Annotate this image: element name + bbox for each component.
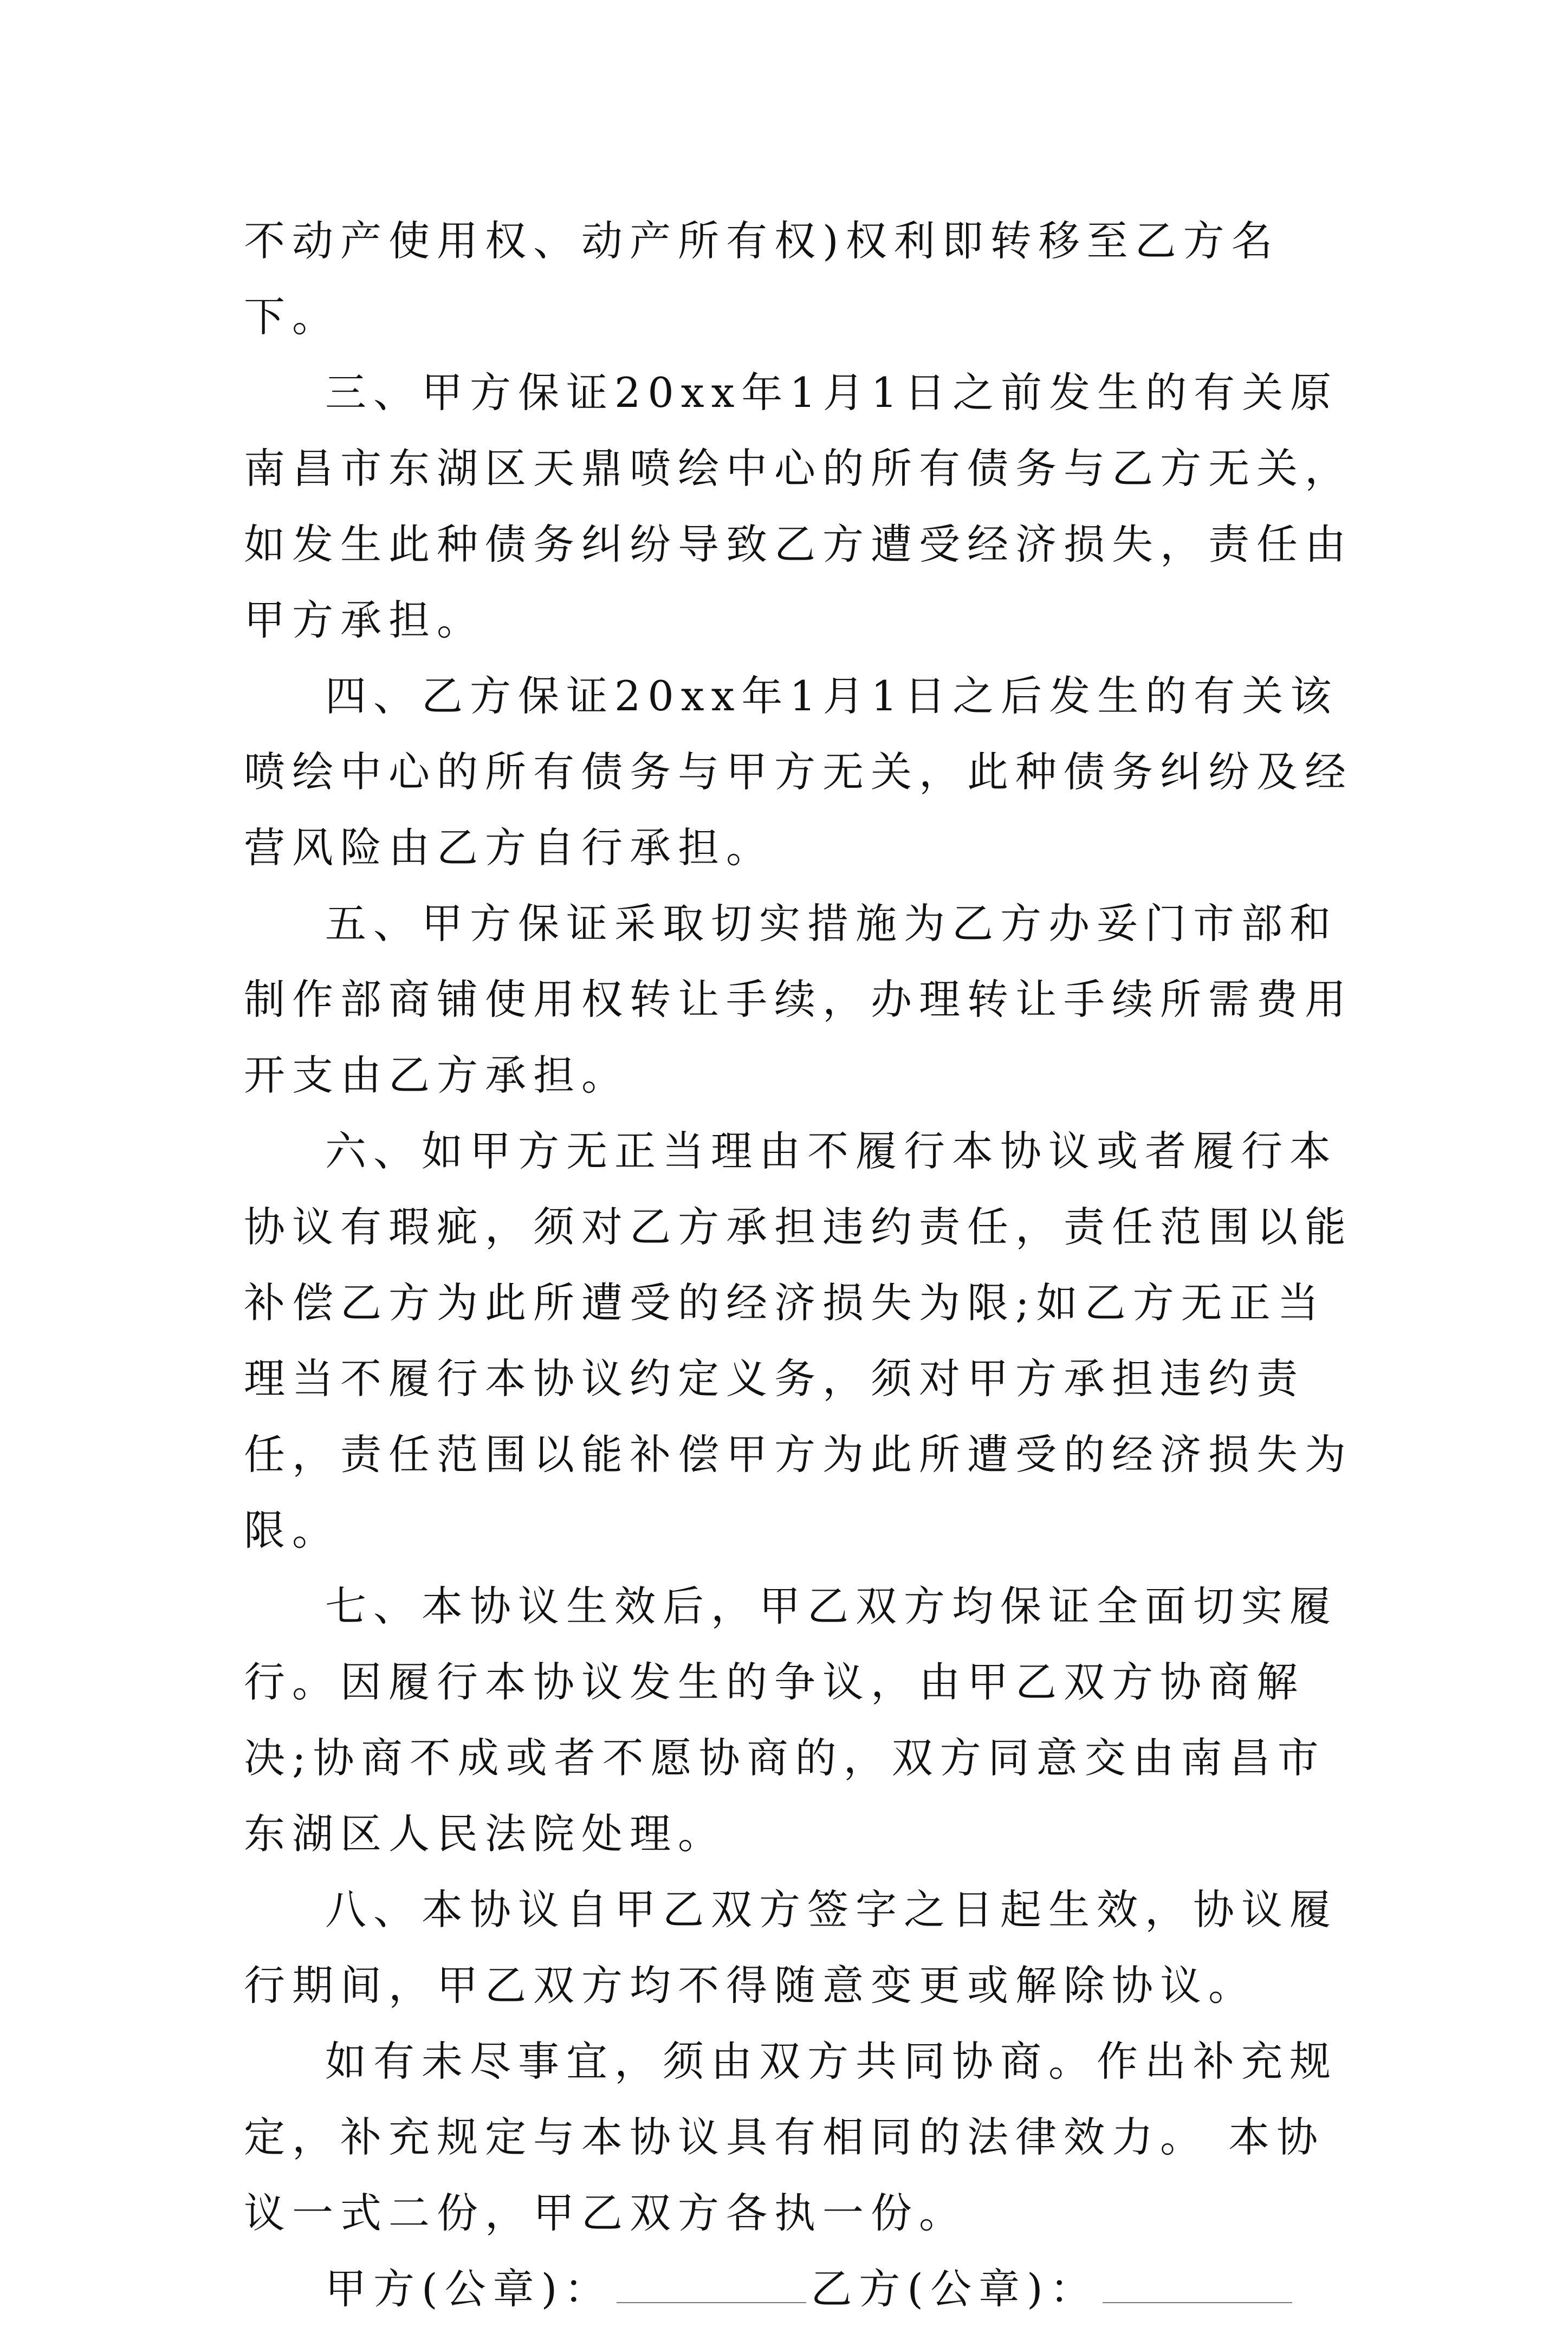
party-a-signature-blank	[617, 2300, 806, 2303]
document-page	[244, 203, 1355, 2327]
paragraph-clause-8: 八、本协议自甲乙双方签字之日起生效，协议履行期间，甲乙双方均不得随意变更或解除协议。	[244, 1885, 1338, 2010]
paragraph-clause-4: 四、乙方保证20xx年1月1日之后发生的有关该喷绘中心的所有债务与甲方无关，此种债务纠纷及经营风险由乙方自行承担。	[244, 672, 1353, 872]
paragraph-clause-5: 五、甲方保证采取切实措施为乙方办妥门市部和制作部商铺使用权转让手续，办理转让手续所需费用开支由乙方承担。	[244, 899, 1353, 1099]
party-b-signature-blank	[1103, 2300, 1292, 2303]
paragraph-clause-6: 六、如甲方无正当理由不履行本协议或者履行本协议有瑕疵，须对乙方承担违约责任，责任范围以能补偿乙方为此所遭受的经济损失为限;如乙方无正当理当不履行本协议约定义务，须对甲方承担违约责任，责任范围以能补偿甲方为此所遭受的经济损失为限。	[244, 1127, 1353, 1554]
paragraph-supplement: 如有未尽事宜，须由双方共同协商。作出补充规定，补充规定与本协议具有相同的法律效力。 本协议一式二份，甲乙双方各执一份。	[244, 2037, 1338, 2237]
signature-line	[244, 2251, 1355, 2327]
party-a-label: 甲方(公章)：	[325, 2265, 613, 2313]
paragraph-clause-7: 七、本协议生效后，甲乙双方均保证全面切实履行。因履行本协议发生的争议，由甲乙双方协商解决;协商不成或者不愿协商的，双方同意交由南昌市东湖区人民法院处理。	[244, 1582, 1338, 1858]
paragraph-clause-3: 三、甲方保证20xx年1月1日之前发生的有关原南昌市东湖区天鼎喷绘中心的所有债务与乙方无关，如发生此种债务纠纷导致乙方遭受经济损失，责任由甲方承担。	[244, 368, 1353, 644]
party-b-label: 乙方(公章)：	[811, 2265, 1098, 2313]
paragraph-continuation: 不动产使用权、动产所有权)权利即转移至乙方名下。	[244, 217, 1280, 341]
